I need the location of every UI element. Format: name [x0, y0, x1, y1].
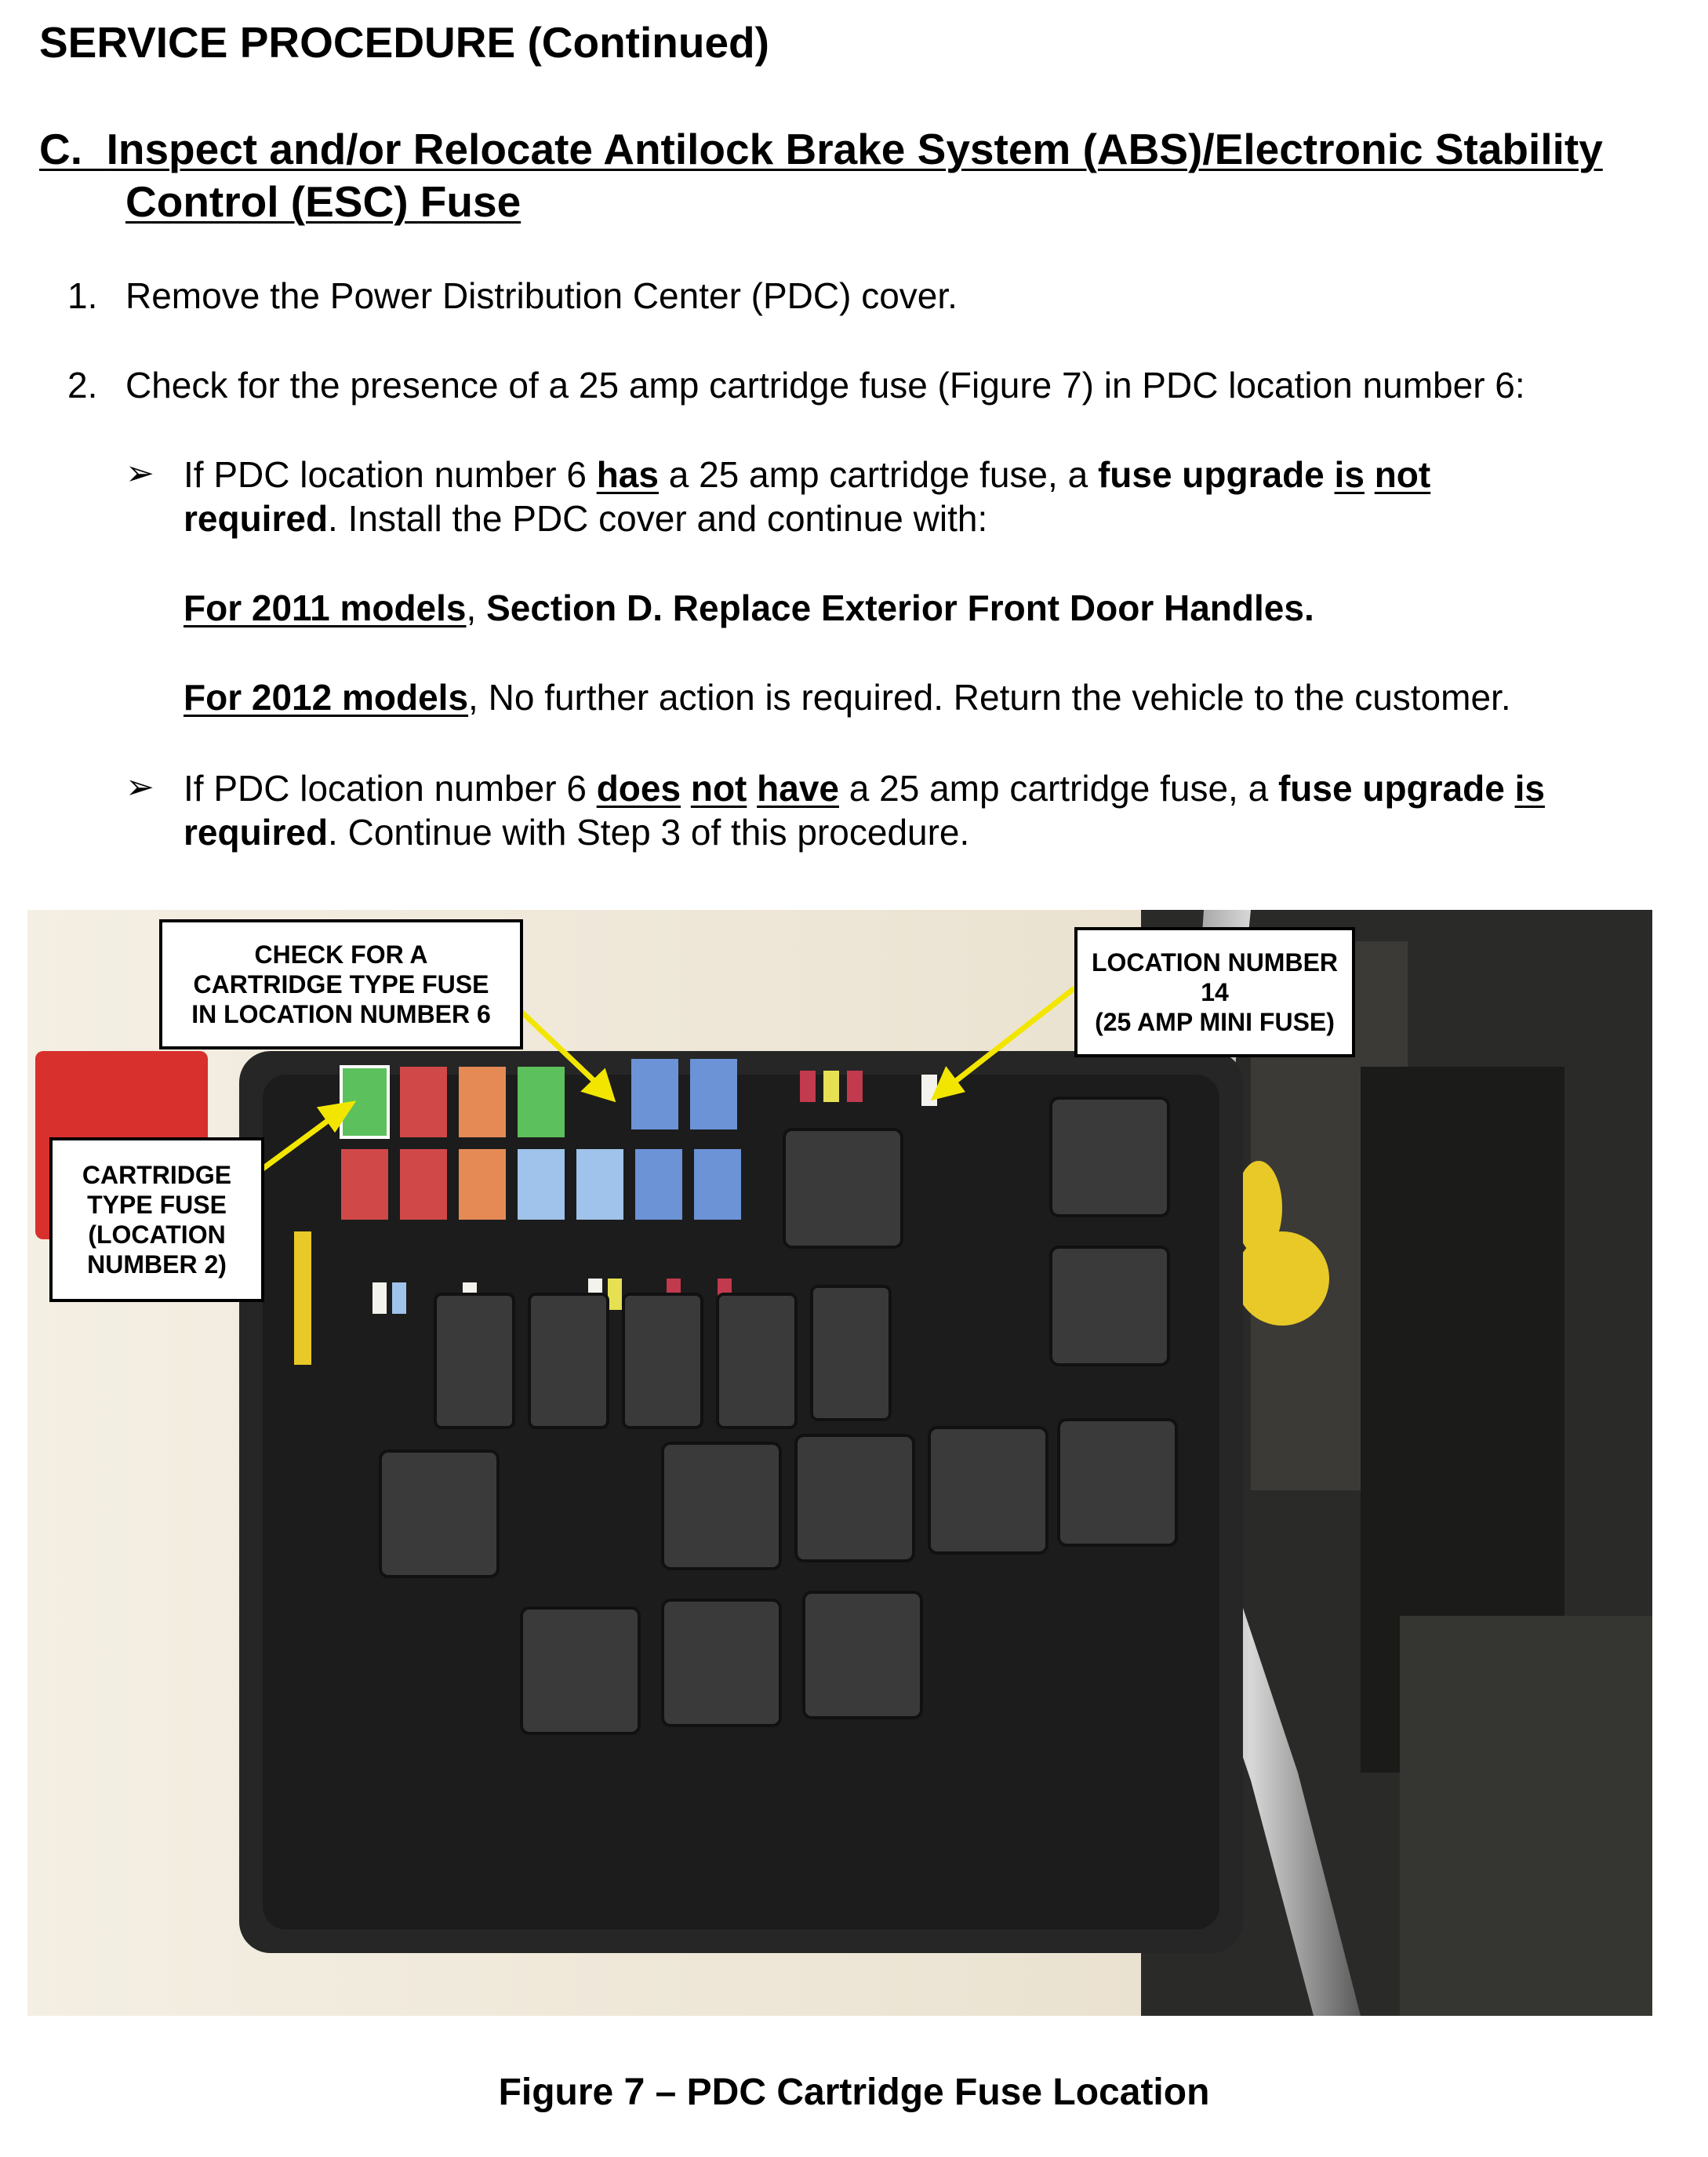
figure-7-photo [27, 910, 1652, 2016]
emphasis-not: not [690, 768, 747, 809]
callout-line: NUMBER 2) [87, 1250, 227, 1279]
bullet-2-line1 [184, 767, 1545, 809]
callout-line: IN LOCATION NUMBER 6 [191, 1000, 491, 1028]
bullet-arrow-2: ➢ [125, 768, 154, 806]
callout-line: CARTRIDGE TYPE FUSE [193, 970, 489, 998]
relay [663, 1443, 780, 1569]
text-run: If PDC location number 6 [184, 768, 597, 809]
model-2011-text: Section D. Replace Exterior Front Door Handles. [486, 587, 1314, 628]
cartridge-fuse-red [400, 1067, 447, 1137]
text-run: . Continue with Step 3 of this procedure. [328, 812, 970, 853]
text-run [1365, 454, 1375, 495]
callout-check-location-6 [159, 919, 523, 1049]
relay [1059, 1420, 1176, 1545]
model-2012-instruction [184, 676, 1511, 718]
text-run [1505, 768, 1515, 809]
relay [529, 1294, 608, 1428]
emphasis-required: required [184, 498, 329, 539]
pdc-photo-illustration [27, 910, 1652, 2016]
section-title [39, 124, 1603, 174]
relay [1051, 1098, 1168, 1216]
relay [435, 1294, 514, 1428]
fuse-puller [294, 1231, 311, 1365]
bullet-1-line1 [184, 453, 1430, 496]
callout-line: 14 [1201, 978, 1229, 1006]
section-title-line1: Inspect and/or Relocate Antilock Brake System (ABS)/Electronic Stability [106, 125, 1603, 173]
cartridge-fuse-blue [631, 1059, 678, 1129]
text-run: If PDC location number 6 [184, 454, 597, 495]
text-run: a 25 amp cartridge fuse, a [839, 768, 1278, 809]
relay [663, 1600, 780, 1726]
relay [623, 1294, 702, 1428]
model-2011-label: For 2011 models [184, 587, 467, 628]
cartridge-fuse-green [518, 1067, 565, 1137]
model-2012-label: For 2012 models [184, 677, 469, 718]
section-letter: C. [39, 125, 82, 173]
cartridge-fuse-blue [694, 1149, 741, 1220]
callout-line: LOCATION NUMBER [1091, 948, 1339, 977]
text-run [1325, 454, 1335, 495]
relay [718, 1294, 796, 1428]
engine-lower [1400, 1616, 1652, 2016]
cartridge-fuse-blue [690, 1059, 737, 1129]
relay [380, 1451, 498, 1577]
text-run [747, 768, 757, 809]
step-1-text: Remove the Power Distribution Center (PDC) cover. [125, 275, 958, 316]
bullet-arrow-1: ➢ [125, 454, 154, 493]
callout-line: CHECK FOR A [254, 940, 428, 969]
fuse-row-1 [341, 1059, 737, 1137]
callout-line: TYPE FUSE [87, 1191, 227, 1219]
relay [929, 1428, 1047, 1553]
cartridge-fuse-lightblue [518, 1149, 565, 1220]
mini-fuse [823, 1071, 839, 1102]
page-header: SERVICE PROCEDURE (Continued) [39, 18, 769, 67]
cartridge-fuse-orange [459, 1149, 506, 1220]
callout-cartridge-location-2 [49, 1137, 264, 1302]
emphasis-fuse-upgrade: fuse upgrade [1097, 454, 1325, 495]
figure-caption: Figure 7 – PDC Cartridge Fuse Location [498, 2072, 1210, 2113]
emphasis-not: not [1374, 454, 1431, 495]
emphasis-fuse-upgrade: fuse upgrade [1277, 768, 1505, 809]
mini-fuse [608, 1279, 622, 1310]
cartridge-fuse-red [400, 1149, 447, 1220]
mini-fuse [372, 1282, 387, 1314]
mini-fuse [847, 1071, 863, 1102]
text-run: , [466, 587, 487, 628]
emphasis-required: required [184, 812, 329, 853]
section-title-line2: Control (ESC) Fuse [125, 177, 521, 226]
text-run [681, 768, 691, 809]
mini-fuse [800, 1071, 816, 1102]
text-run: . Install the PDC cover and continue with: [328, 498, 988, 539]
relay [784, 1129, 902, 1247]
bullet-1-line2 [184, 497, 987, 540]
bullet-2-line2 [184, 811, 969, 853]
callout-line: CARTRIDGE [82, 1161, 232, 1189]
callout-line: (LOCATION [88, 1220, 226, 1249]
emphasis-have: have [757, 768, 839, 809]
step-2-text: Check for the presence of a 25 amp cartridge fuse (Figure 7) in PDC location number 6: [125, 365, 1525, 406]
model-2011-instruction [184, 587, 1314, 629]
relay [521, 1608, 639, 1733]
relay [1051, 1247, 1168, 1365]
fuse-row-2 [341, 1149, 741, 1220]
emphasis-is: is [1514, 768, 1545, 809]
cartridge-fuse-orange [459, 1067, 506, 1137]
cartridge-fuse-lightblue [576, 1149, 623, 1220]
emphasis-has: has [596, 454, 659, 495]
relay [812, 1286, 890, 1420]
emphasis-does: does [596, 768, 681, 809]
emphasis-is: is [1334, 454, 1365, 495]
step-2-number: 2. [67, 365, 98, 406]
callout-location-14 [1074, 927, 1355, 1057]
text-run: a 25 amp cartridge fuse, a [658, 454, 1098, 495]
mini-fuse-location-14 [921, 1075, 937, 1106]
callout-line: (25 AMP MINI FUSE) [1095, 1008, 1335, 1036]
relay [796, 1435, 914, 1561]
relay [804, 1592, 921, 1718]
model-2012-text: , No further action is required. Return the vehicle to the customer. [468, 677, 1511, 718]
mini-fuse [392, 1282, 406, 1314]
step-1-number: 1. [67, 275, 98, 316]
cartridge-fuse-red [341, 1149, 388, 1220]
cartridge-fuse-blue [635, 1149, 682, 1220]
